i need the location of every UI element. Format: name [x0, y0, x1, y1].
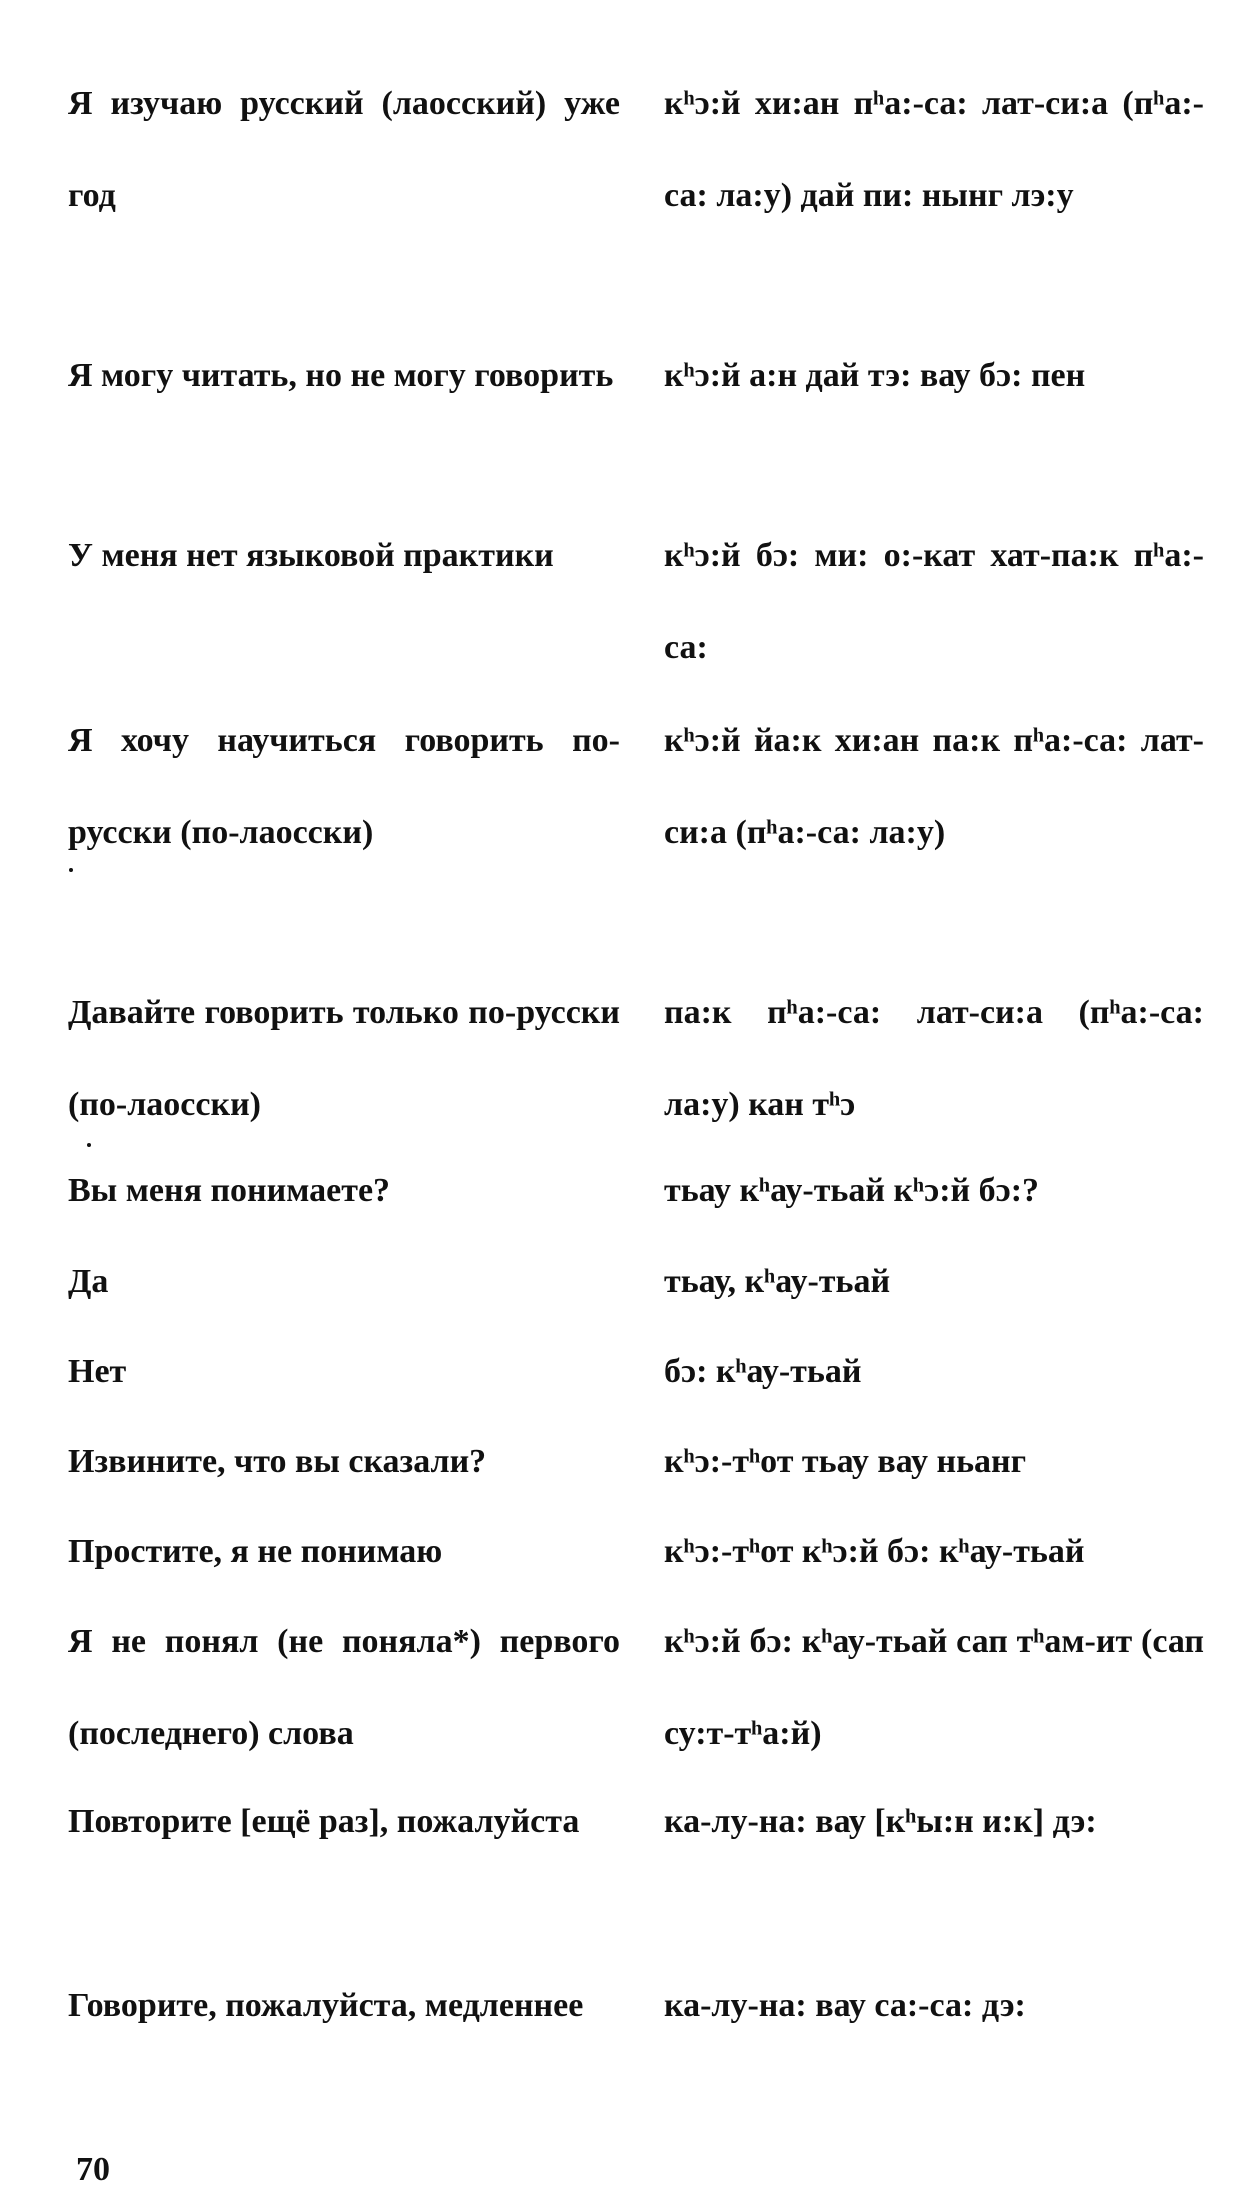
russian-phrase: Нет — [68, 1353, 127, 1390]
lao-transcription: кʰɔ:-тʰот тьау вау ньанг — [664, 1443, 1027, 1480]
lao-transcription: кʰɔ:й бɔ: ми: о:-кат хат-па:к пʰа:-са: — [664, 537, 1204, 666]
russian-phrase: У меня нет языковой практики — [68, 537, 554, 574]
russian-phrase: Я могу читать, но не могу говорить — [68, 357, 614, 394]
lao-transcription: кʰɔ:-тʰот кʰɔ:й бɔ: кʰау-тьай — [664, 1533, 1085, 1570]
lao-transcription: па:к пʰа:-са: лат-си:а (пʰа:-са: ла:у) кан тʰɔ — [664, 994, 1204, 1123]
lao-transcription: кʰɔ:й бɔ: кʰау-тьай сап тʰам-ит (сап су:т-тʰа:й) — [664, 1623, 1204, 1752]
russian-phrase: Вы меня понимаете? — [68, 1172, 391, 1209]
russian-phrase: Извините, что вы сказали? — [68, 1443, 487, 1480]
lao-transcription: ка-лу-на: вау [кʰы:н и:к] дэ: — [664, 1803, 1097, 1840]
russian-phrase: Я изучаю русский (лаосский) уже год — [68, 85, 620, 214]
lao-transcription: кʰɔ:й йа:к хи:ан па:к пʰа:-са: лат-си:а (пʰа:-са: ла:у) — [664, 722, 1204, 851]
russian-phrase: Да — [68, 1263, 109, 1300]
lao-transcription: ка-лу-на: вау са:-са: дэ: — [664, 1987, 1026, 2024]
lao-transcription: кʰɔ:й а:н дай тэ: вау бɔ: пен — [664, 357, 1086, 394]
russian-phrase: Я не понял (не поняла*) первого (последнего) слова — [68, 1623, 620, 1752]
russian-phrase: Простите, я не понимаю — [68, 1533, 443, 1570]
russian-phrase: Повторите [ещё раз], пожалуйста — [68, 1803, 580, 1840]
print-speck — [69, 868, 73, 872]
russian-phrase: Говорите, пожалуйста, медленнее — [68, 1987, 584, 2024]
lao-transcription: тьау кʰау-тьай кʰɔ:й бɔ:? — [664, 1172, 1040, 1209]
lao-transcription: бɔ: кʰау-тьай — [664, 1353, 862, 1390]
russian-phrase: Я хочу научиться говорить по-русски (по-лаосски) — [68, 722, 620, 851]
lao-transcription: кʰɔ:й хи:ан пʰа:-са: лат-си:а (пʰа:-са: ла:у) дай пи: нынг лэ:у — [664, 85, 1204, 214]
russian-phrase: Давайте говорить только по-русски (по-лаосски) — [68, 994, 620, 1123]
lao-transcription: тьау, кʰау-тьай — [664, 1263, 891, 1300]
page-number: 70 — [76, 2151, 110, 2188]
